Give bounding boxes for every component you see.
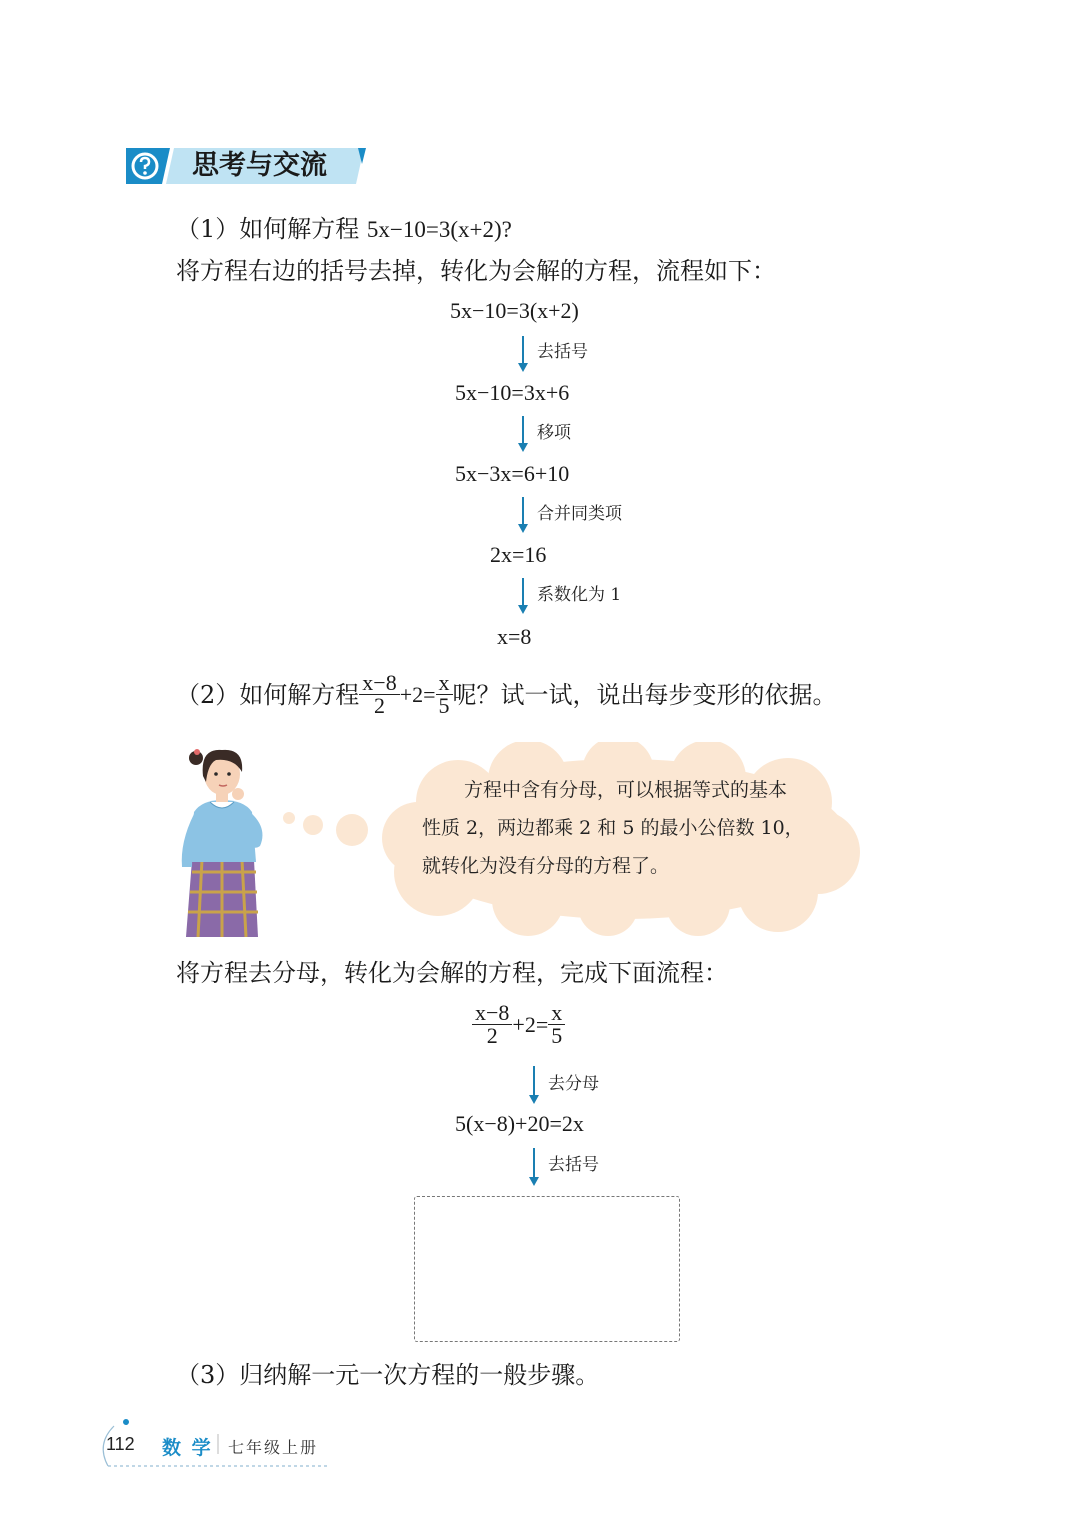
flow2-fraction-2-numerator: x: [548, 1002, 565, 1025]
flow2-step-2: 去括号: [548, 1155, 599, 1175]
q2-fraction-1: [359, 672, 399, 717]
flow1-equation-2: 5x−10=3x+6: [455, 380, 570, 405]
girl-illustration: [172, 742, 272, 937]
flow2-middle: +2=: [512, 1011, 549, 1037]
q2-fraction-2-denominator: 5: [438, 693, 450, 718]
q2-fraction-1-denominator: 2: [373, 693, 385, 718]
footer: [92, 1414, 332, 1470]
flow1-equation-3: 5x−3x=6+10: [455, 461, 570, 486]
flow1-step-2: 移项: [537, 423, 571, 443]
q1-question-prefix: （1）如何解方程: [176, 215, 360, 243]
flow1-arrow-3: [522, 497, 524, 525]
flow2-arrow-1: [533, 1066, 535, 1096]
q2-prefix: （2）如何解方程: [176, 680, 360, 709]
flow2-fraction-1-numerator: x−8: [472, 1002, 512, 1025]
flow1-step-4: 系数化为 1: [537, 585, 622, 605]
q2-fraction-2: [436, 672, 453, 717]
flow1-arrow-2: [522, 416, 524, 444]
think-icon: [130, 151, 160, 181]
flow1-equation-5: x=8: [497, 624, 532, 649]
q2-question: [176, 672, 837, 717]
flow1-step-1: 去括号: [537, 342, 588, 362]
footer-grade: 七年级上册: [228, 1438, 319, 1457]
q2-fraction-1-numerator: x−8: [359, 672, 399, 695]
flow2-equation-1: [472, 1002, 565, 1047]
q2-middle: +2=: [399, 681, 436, 707]
bubble-line-1: 方程中含有分母，可以根据等式的基本: [464, 779, 788, 801]
flow2-equation-2: 5(x−8)+20=2x: [455, 1111, 584, 1136]
flow2-fraction-1: [472, 1002, 512, 1047]
q1-question: [176, 212, 512, 247]
flow1-equation-1: 5x−10=3(x+2): [450, 298, 579, 323]
flow1-arrow-4: [522, 578, 524, 606]
q1-intro: 将方程右边的括号去掉，转化为会解的方程，流程如下：: [176, 257, 776, 285]
bubble-line-2: 性质 2，两边都乘 2 和 5 的最小公倍数 10，: [422, 817, 804, 839]
flow1-arrow-1: [522, 336, 524, 364]
flow2-fraction-1-denominator: 2: [486, 1023, 498, 1048]
flow2-step-1: 去分母: [548, 1074, 599, 1094]
answer-box[interactable]: [414, 1196, 680, 1342]
flow2-fraction-2: [548, 1002, 565, 1047]
q3-question: （3）归纳解一元一次方程的一般步骤。: [176, 1361, 600, 1389]
q2-suffix: 呢？试一试，说出每步变形的依据。: [452, 680, 837, 709]
q2-fraction-2-numerator: x: [436, 672, 453, 695]
section-title: 思考与交流: [192, 150, 327, 181]
section-header: [126, 144, 371, 188]
thought-bubble: [378, 742, 868, 936]
intro-2: 将方程去分母，转化为会解的方程，完成下面流程：: [176, 959, 728, 987]
flow2-fraction-2-denominator: 5: [551, 1023, 563, 1048]
bubble-line-3: 就转化为没有分母的方程了。: [422, 855, 670, 877]
flow1-step-3: 合并同类项: [537, 504, 622, 524]
footer-subject: 数 学: [162, 1437, 213, 1459]
flow2-arrow-2: [533, 1148, 535, 1178]
q1-question-equation: 5x−10=3(x+2)?: [366, 217, 512, 242]
page-number: 112: [106, 1434, 135, 1454]
thought-bubble-dots: [280, 808, 375, 848]
flow1-equation-4: 2x=16: [490, 542, 547, 567]
